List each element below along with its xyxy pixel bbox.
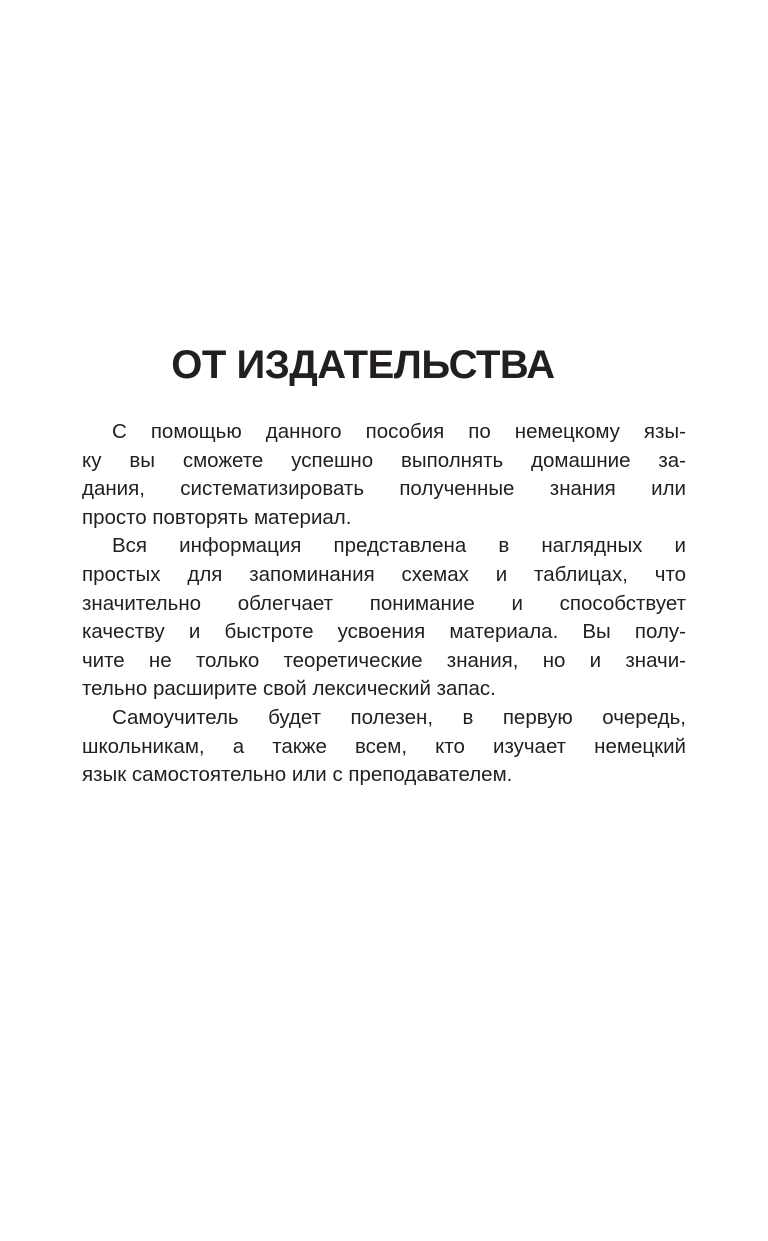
paragraph — [82, 532, 686, 704]
text-line: язык самостоятельно или с преподавателем. — [82, 763, 513, 787]
text-line: дания, систематизировать полученные знания или — [82, 477, 686, 501]
text-line: качеству и быстроте усвоения материала. Вы полу- — [82, 620, 686, 644]
text-line: значительно облегчает понимание и способствует — [82, 591, 686, 615]
text-line: С помощью данного пособия по немецкому язы- — [112, 420, 686, 443]
page-title: ОТ ИЗДАТЕЛЬСТВА — [171, 343, 555, 387]
text-line: просто повторять материал. — [82, 505, 352, 529]
text-line: простых для запоминания схемах и таблицах, что — [82, 562, 686, 586]
paragraph — [82, 704, 686, 790]
text-line: чите не только теоретические знания, но и значи- — [82, 648, 686, 672]
body-text — [82, 418, 686, 790]
text-line: школьникам, а также всем, кто изучает немецкий — [82, 734, 686, 758]
text-line: ку вы сможете успешно выполнять домашние за- — [82, 448, 686, 472]
text-line: Вся информация представлена в наглядных и — [112, 534, 686, 558]
text-line: тельно расширите свой лексический запас. — [82, 677, 496, 701]
paragraph — [82, 418, 686, 532]
text-line: Самоучитель будет полезен, в первую очередь, — [112, 705, 686, 729]
